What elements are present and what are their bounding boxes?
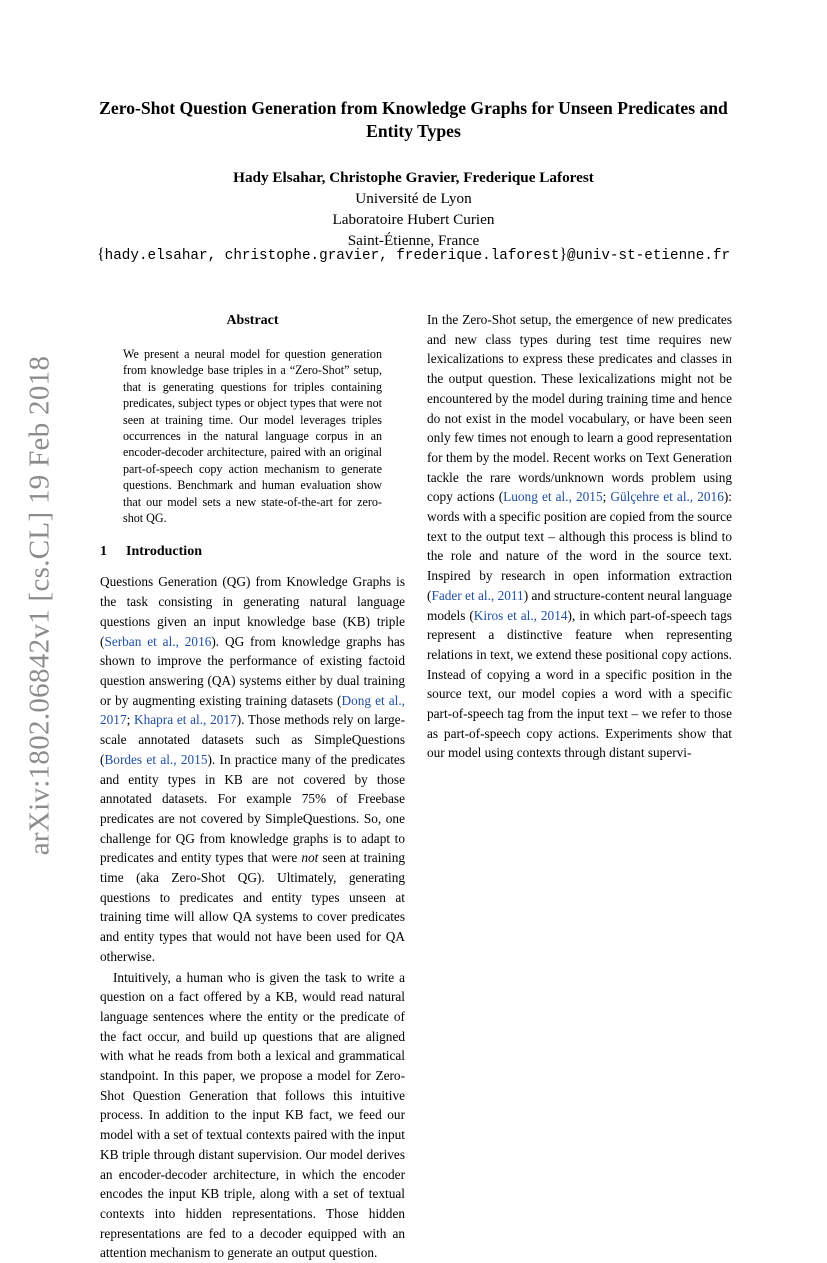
text-run: ), in which part-of-speech tags represent a distinctive feature when representing relations in text, we extend these positional copy actions. Instead of copying a word in a specific position in the source text, our model copies a word with a specific part-of-speech tag from the input text – we refer to those as part-of-speech copy actions. Experiments show that our model using contexts through distant supervi- xyxy=(427,607,732,761)
abstract-heading: Abstract xyxy=(226,313,279,328)
left-column xyxy=(100,310,405,1263)
citation-link[interactable]: Dong et al., 2017 xyxy=(100,692,405,728)
text-run: seen at training time (aka Zero-Shot QG). Ultimately, generating questions to predicates and entity types unseen at training time will allow QA systems to cover predicates and entity types that would not have been used for QA otherwise. xyxy=(100,850,405,964)
intro-paragraph-3 xyxy=(427,310,732,763)
emphasis: not xyxy=(301,850,319,866)
text-run: ): words with a specific position are copied from the source text to the output text – although this process is blind to the role and nature of the word in the source text. Inspired by research in open information extraction ( xyxy=(427,489,732,603)
affiliation-university: Université de Lyon xyxy=(355,190,472,207)
arxiv-stamp xyxy=(20,355,60,855)
email-usernames: hady.elsahar, christophe.gravier, frederique.laforest xyxy=(104,248,560,264)
text-run: Questions Generation (QG) from Knowledge Graphs is the task consisting in generating natural language questions given an input knowledge base (KB) triple ( xyxy=(100,574,405,649)
citation-link[interactable]: Bordes et al., 2015 xyxy=(104,751,208,767)
intro-paragraph-2: Intuitively, a human who is given the task to write a question on a fact offered by a KB, would read natural language sentences where the entity or the predicate of the fact occur, and build up questions that are aligned with what he reads from both a lexical and grammatical standpoint. In this paper, we propose a model for Zero-Shot Question Generation that follows this intuitive process. In addition to the input KB fact, we feed our model with a set of textual contexts paired with the input KB triple through distant supervision. Our model derives an encoder-decoder architecture, in which the encoder encodes the input KB triple, along with a set of textual contexts into hidden representations. Those hidden representations are fed to a decoder equipped with an attention mechanism to generate an output question. xyxy=(100,969,405,1261)
author-names: Hady Elsahar, Christophe Gravier, Frederique Laforest xyxy=(233,169,594,186)
right-column xyxy=(427,310,732,763)
email-domain: @univ-st-etienne.fr xyxy=(567,248,731,264)
text-run: In the Zero-Shot setup, the emergence of new predicates and new class types during test time requires new lexicalizations to express these predicates and classes in the output question. These lexicalizations might not be encountered by the model during training time and hence do not exist in the model vocabulary, or have been seen only few times not enough to learn a good representation for them by the model. Recent works on Text Generation tackle the rare words/unknown words problem using copy actions ( xyxy=(427,312,732,505)
citation-link[interactable]: Fader et al., 2011 xyxy=(431,587,524,603)
text-run: ). QG from knowledge graphs has shown to improve the performance of existing factoid question answering (QA) systems either by dual training or by augmenting existing training datasets ( xyxy=(100,633,405,708)
section-heading-introduction xyxy=(100,542,405,562)
citation-link[interactable]: Khapra et al., 2017 xyxy=(134,712,237,728)
affiliation-lab: Laboratoire Hubert Curien xyxy=(332,211,495,228)
affiliation-location: Saint-Étienne, France xyxy=(347,232,480,249)
abstract-text: We present a neural model for question generation from knowledge base triples in a “Zero-Shot” setup, that is generating questions for triples containing predicates, subject types or object types that were not seen at training time. Our model leverages triples occurrences in the natural language corpus in an encoder-decoder architecture, paired with an original part-of-speech copy action mechanism to generate questions. Benchmark and human evaluation show that our model sets a new state-of-the-art for zero-shot QG. xyxy=(123,347,382,526)
section-number: 1 xyxy=(100,544,107,560)
open-brace: { xyxy=(96,246,105,263)
text-run: ). In practice many of the predicates and entity types in KB are not covered by those annotated datasets. For example 75% of Freebase predicates are not covered by SimpleQuestions. So, one challenge for QG from knowledge graphs is to adapt to predicates and entity types that were xyxy=(100,751,406,866)
text-run: ; xyxy=(126,712,134,728)
section-title: Introduction xyxy=(126,544,202,560)
text-run: ; xyxy=(602,489,611,505)
citation-link[interactable]: Kiros et al., 2014 xyxy=(473,607,568,623)
author-emails xyxy=(0,245,827,266)
citation-link[interactable]: Serban et al., 2016 xyxy=(104,633,212,649)
citation-link[interactable]: Luong et al., 2015 xyxy=(503,489,603,505)
arxiv-stamp-text: arXiv:1802.06842v1 [cs.CL] 19 Feb 2018 xyxy=(23,355,56,855)
author-block xyxy=(0,167,827,251)
paper-title: Zero-Shot Question Generation from Knowledge Graphs for Unseen Predicates and Entity Types xyxy=(99,98,728,141)
intro-paragraph-1 xyxy=(100,572,405,966)
text-run: ). Those methods rely on large-scale annotated datasets such as SimpleQuestions ( xyxy=(100,712,405,767)
citation-link[interactable]: Gülçehre et al., 2016 xyxy=(610,489,724,505)
text-run: ) and structure-content neural language models ( xyxy=(427,587,732,623)
close-brace: } xyxy=(559,246,568,263)
